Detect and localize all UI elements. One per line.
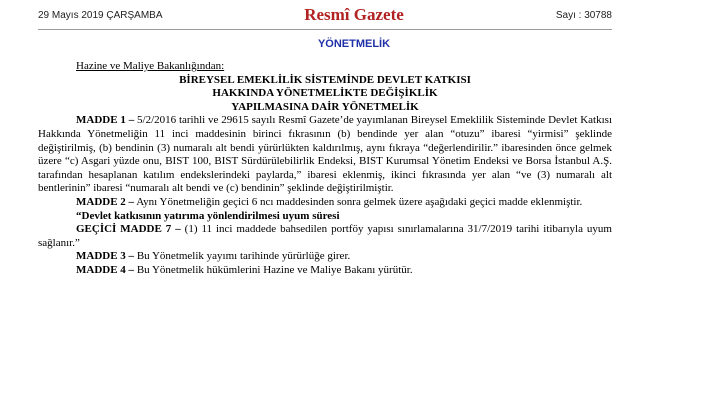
provisional-article-7-label: GEÇİCİ MADDE 7 – <box>76 223 181 236</box>
gazette-title: Resmî Gazete <box>304 5 404 24</box>
article-2-text: Aynı Yönetmeliğin geçici 6 ncı maddesinden sonra gelmek üzere aşağıdaki geçici madde eklenmiştir. <box>134 195 583 208</box>
regulation-title-line-3: YAPILMASINA DAİR YÖNETMELİK <box>231 100 419 113</box>
article-4-label: MADDE 4 – <box>76 263 135 276</box>
ministry-line: Hazine ve Maliye Bakanlığından: <box>76 60 225 72</box>
gazette-header <box>0 0 708 30</box>
header-divider <box>38 29 612 30</box>
provisional-article-7 <box>38 223 612 250</box>
regulation-title-line-1: BİREYSEL EMEKLİLİK SİSTEMİNDE DEVLET KATKISI <box>179 73 471 86</box>
article-3-text: Bu Yönetmelik yayımı tarihinde yürürlüğe girer. <box>134 250 351 263</box>
regulation-title-line-2: HAKKINDA YÖNETMELİKTE DEĞİŞİKLİK <box>212 87 438 100</box>
header-date: 29 Mayıs 2019 ÇARŞAMBA <box>38 10 163 21</box>
provisional-article-7-text: (1) 11 inci maddede bahsedilen portföy yapısı sınırlamalarına 31/7/2019 tarihi itibarıyla uyum sağlanır.” <box>38 223 612 249</box>
provisional-heading: “Devlet katkısının yatırıma yönlendirilmesi uyum süresi <box>76 209 340 222</box>
article-4 <box>38 264 612 278</box>
article-1-text: 5/2/2016 tarihli ve 29615 sayılı Resmî Gazete’de yayımlanan Bireysel Emeklilik Sisteminde Devlet Katkısı Hakkında Yönetmeliğin 11 inci maddesinin birinci fıkrasının (b) bendinde yer alan “otuzu” ibaresi “yirmisi” şeklinde değiştirilmiş, (b) bendinin (3) numaralı alt bendi yürürlükten kaldırılmış, aynı fıkraya “değerlendirilir.” ibaresinden önce gelmek üzere “c) Asgari yüzde onu, BIST 100, BIST Sürdürülebilirlik Endeksi, BIST Kurumsal Yönetim Endeksi ve Borsa İstanbul A.Ş. tarafından hesaplanan katılım endekslerindeki paylarda,” ibaresi eklenmiş, ikinci fıkrasında yer alan “ve (3) numaralı alt bentlerinin” ibaresi “numaralı alt bendi ve (c) bendinin” şeklinde değiştirilmiştir. <box>38 114 612 195</box>
article-3 <box>38 250 612 264</box>
article-3-label: MADDE 3 – <box>76 250 135 263</box>
issue-number: Sayı : 30788 <box>555 10 612 21</box>
document-body <box>38 60 612 278</box>
article-2 <box>38 196 612 210</box>
section-title: YÖNETMELİK <box>317 38 391 50</box>
article-1-label: MADDE 1 – <box>76 114 135 127</box>
article-2-label: MADDE 2 – <box>76 195 135 208</box>
article-4-text: Bu Yönetmelik hükümlerini Hazine ve Maliye Bakanı yürütür. <box>134 263 413 276</box>
article-1 <box>38 114 612 196</box>
